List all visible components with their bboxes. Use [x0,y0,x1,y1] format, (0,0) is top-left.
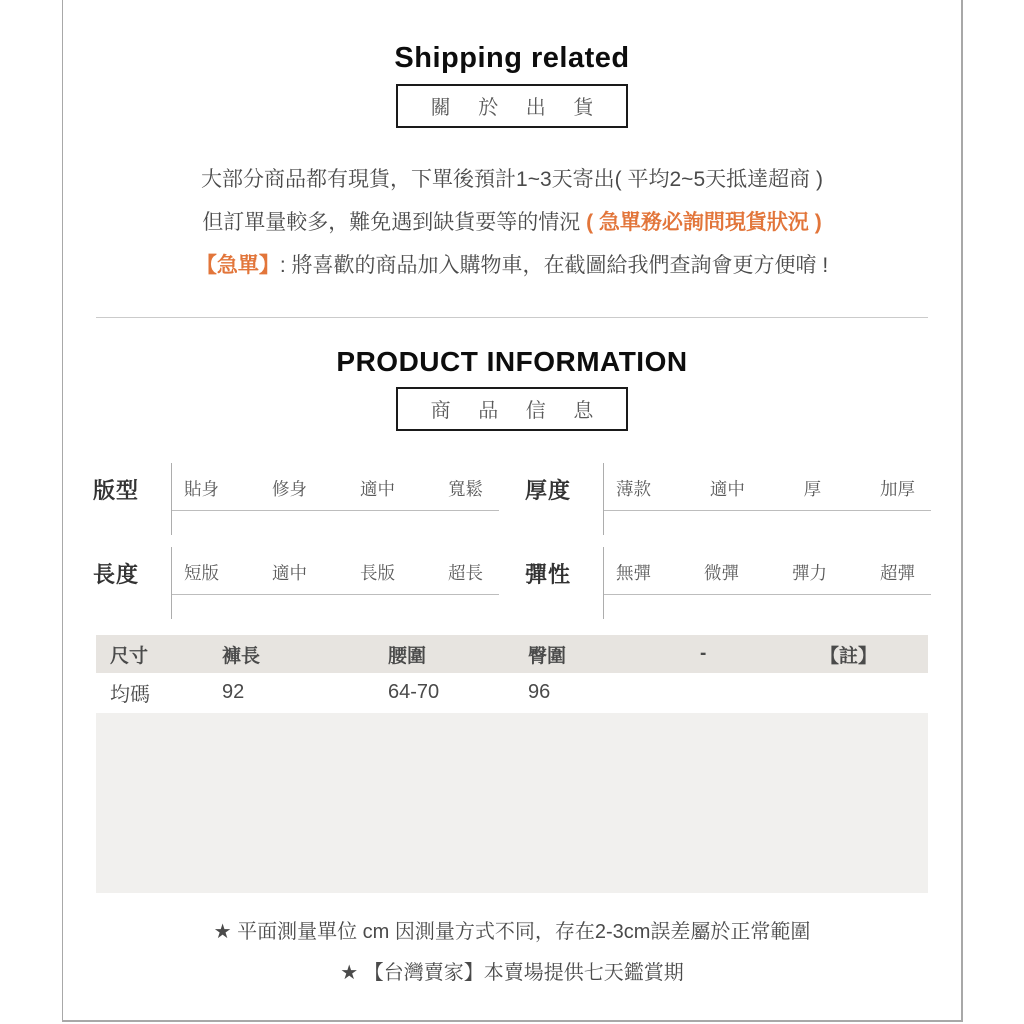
attribute-scale-thickness [603,463,931,535]
size-table-header-cell: 臀圍 [528,645,567,667]
attribute-option: 加厚 [879,479,915,499]
section-divider [96,317,928,318]
shipping-section-title: Shipping related [394,42,630,74]
attribute-group-fit [93,463,499,537]
attribute-group-length [93,547,499,621]
size-table-header-cell: 腰圍 [388,645,427,667]
shipping-note-line2-highlight: ( 急單務必詢問現貨狀況 ) [586,211,822,234]
attribute-scale-elasticity [603,547,931,619]
attribute-option: 超長 [448,563,483,583]
attribute-label-thickness: 厚度 [525,478,572,503]
attribute-group-thickness [525,463,931,537]
footer-notes [63,919,961,986]
size-table-header-cell: - [700,643,707,664]
size-table-cell-waist: 64-70 [388,680,440,703]
attribute-option: 適中 [360,479,395,499]
attribute-scale-length [171,547,499,619]
attribute-grid [93,463,931,621]
shipping-note-line2 [63,201,961,244]
attribute-option: 修身 [272,479,307,499]
attribute-option: 無彈 [616,563,651,583]
attribute-option: 彈力 [792,563,827,583]
attribute-options-length [172,547,499,595]
frame-right-line [961,0,963,1021]
page-content [63,0,961,1020]
attribute-scale-fit [171,463,499,535]
shipping-notes [63,158,961,287]
measurement-note: ★ 平面測量單位 cm 因測量方式不同，存在2-3cm誤差屬於正常範圍 [213,921,811,943]
frame-bottom-line [62,1020,963,1022]
size-table-data-row [96,673,928,711]
shipping-note-line3-highlight: 【急單】 [195,254,280,277]
attribute-option: 長版 [360,563,395,583]
attribute-option: 薄款 [616,479,651,499]
attribute-options-elasticity [604,547,931,595]
shipping-note-line3 [63,244,961,287]
size-table-header-cell: 【註】 [820,645,878,667]
attribute-option: 適中 [709,479,745,499]
size-table-empty-area [96,713,928,893]
attribute-option: 超彈 [880,563,915,583]
attribute-options-fit [172,463,499,511]
size-table-header-cell: 褲長 [222,645,261,667]
attribute-options-thickness [604,463,931,511]
shipping-note-line1 [63,158,961,201]
product-section-subtitle-box: 商 品 信 息 [396,387,628,431]
seller-note: ★ 【台灣賣家】本賣場提供七天鑑賞期 [340,962,684,984]
attribute-label-elasticity: 彈性 [525,562,572,587]
size-table [96,635,928,893]
size-table-header-row [96,635,928,673]
attribute-option: 寬鬆 [448,479,483,499]
attribute-option: 微彈 [704,563,739,583]
size-table-cell-hip: 96 [528,680,551,703]
attribute-label-length: 長度 [93,562,140,587]
attribute-group-elasticity [525,547,931,621]
attribute-option: 貼身 [184,479,219,499]
shipping-note-line1-text: 大部分商品都有現貨，下單後預計1~3天寄出( 平均2~5天抵達超商 ) [201,168,823,191]
attribute-option: 短版 [184,563,219,583]
size-table-cell-size: 均碼 [110,683,150,706]
size-table-header-cell: 尺寸 [110,645,149,667]
attribute-label-fit: 版型 [93,478,140,503]
product-section-title: PRODUCT INFORMATION [336,346,688,377]
attribute-option: 適中 [272,563,307,583]
shipping-section-subtitle-box: 關 於 出 貨 [396,84,628,128]
attribute-option: 厚 [803,479,822,499]
size-table-cell-pant-length: 92 [222,680,245,703]
shipping-note-line2-text: 但訂單量較多，難免遇到缺貨要等的情況 [202,211,587,234]
shipping-note-line3-text: : 將喜歡的商品加入購物車，在截圖給我們查詢會更方便唷 ! [279,254,829,277]
